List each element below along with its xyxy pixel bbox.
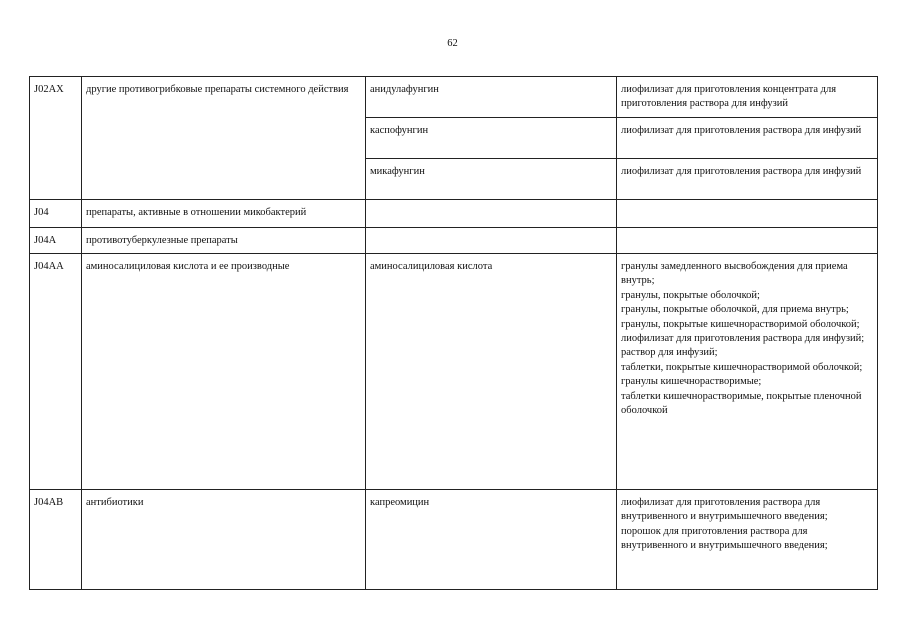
- inn-cell: [366, 228, 617, 254]
- inn-name: аминосалициловая кислота: [370, 261, 493, 272]
- dosage-form: таблетки, покрытые кишечнорастворимой оболочкой;: [621, 361, 863, 373]
- table-row: [30, 200, 878, 228]
- table-row: [30, 228, 878, 254]
- dosage-form: лиофилизат для приготовления концентрата для приготовления раствора для инфузий: [621, 84, 837, 110]
- group-name: противотуберкулезные препараты: [86, 235, 238, 246]
- inn-cell: [366, 77, 617, 118]
- inn-cell: [366, 200, 617, 228]
- dosage-form: порошок для приготовления раствора для внутривенного и внутримышечного введения;: [621, 525, 828, 552]
- atc-code: J04A: [34, 235, 57, 246]
- inn-name: каспофунгин: [370, 125, 429, 136]
- dosage-form: лиофилизат для приготовления раствора для инфузий: [621, 125, 862, 136]
- table-row: [30, 490, 878, 590]
- group-name-cell: [82, 228, 366, 254]
- inn-cell: [366, 490, 617, 590]
- atc-code-cell: [30, 77, 82, 200]
- group-name: препараты, активные в отношении микобактерий: [86, 207, 307, 218]
- dosage-form: лиофилизат для приготовления раствора для внутривенного и внутримышечного введения;: [621, 497, 828, 523]
- group-name: антибиотики: [86, 497, 144, 508]
- dosage-form: лиофилизат для приготовления раствора для инфузий: [621, 166, 862, 177]
- dosage-form: лиофилизат для приготовления раствора для инфузий;: [621, 333, 865, 345]
- dosage-form-cell: [617, 159, 878, 200]
- atc-code-cell: [30, 254, 82, 490]
- dosage-form-cell: [617, 77, 878, 118]
- group-name-cell: [82, 254, 366, 490]
- atc-code: J04AA: [34, 261, 64, 272]
- atc-code-cell: [30, 490, 82, 590]
- group-name: другие противогрибковые препараты системного действия: [86, 84, 349, 95]
- dosage-form-cell: [617, 228, 878, 254]
- dosage-form: гранулы кишечнорастворимые;: [621, 376, 762, 388]
- atc-code-cell: [30, 228, 82, 254]
- inn-name: микафунгин: [370, 166, 425, 177]
- dosage-form-cell: [617, 118, 878, 159]
- inn-cell: [366, 159, 617, 200]
- inn-cell: [366, 118, 617, 159]
- table-row: [30, 77, 878, 118]
- inn-name: капреомицин: [370, 497, 430, 508]
- dosage-form-cell: [617, 200, 878, 228]
- dosage-form: гранулы, покрытые оболочкой, для приема внутрь;: [621, 304, 849, 316]
- page-number: 62: [447, 38, 458, 49]
- atc-code: J02AX: [34, 84, 64, 95]
- group-name-cell: [82, 490, 366, 590]
- dosage-form: гранулы, покрытые кишечнорастворимой оболочкой;: [621, 318, 860, 330]
- group-name: аминосалициловая кислота и ее производные: [86, 261, 290, 272]
- inn-cell: [366, 254, 617, 490]
- table-row: [30, 254, 878, 490]
- dosage-form-cell: [617, 254, 878, 490]
- dosage-form: гранулы, покрытые оболочкой;: [621, 289, 760, 301]
- atc-code: J04AB: [34, 497, 64, 508]
- dosage-form-cell: [617, 490, 878, 590]
- inn-name: анидулафунгин: [370, 84, 439, 95]
- atc-code: J04: [34, 207, 49, 218]
- atc-code-cell: [30, 200, 82, 228]
- drug-table: [29, 76, 878, 590]
- dosage-form: гранулы замедленного высвобождения для приема внутрь;: [621, 261, 848, 287]
- group-name-cell: [82, 77, 366, 200]
- group-name-cell: [82, 200, 366, 228]
- dosage-form: таблетки кишечнорастворимые, покрытые пленочной оболочкой: [621, 390, 862, 417]
- dosage-form: раствор для инфузий;: [621, 347, 718, 359]
